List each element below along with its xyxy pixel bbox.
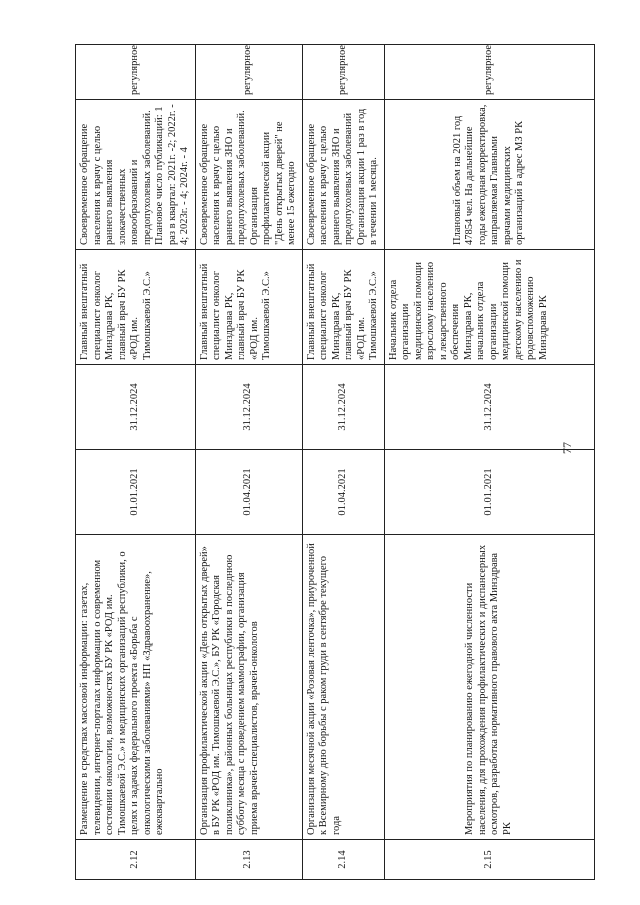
plan-table: [75, 44, 595, 880]
responsible-cell: Главный внештатный специалист онколог Минздрава РК, главный врач БУ РК «РОД им. Тимошкаевой Э.С.»: [195, 250, 302, 365]
result-cell: Плановый объем на 2021 год 47854 чел. На дальнейшие годы ежегодная корректировка, направляемая Главными врачами медицинских организаций в адрес МЗ РК: [384, 100, 594, 250]
periodicity-cell: регулярное: [195, 45, 302, 100]
end-date-cell: 31.12.2024: [195, 365, 302, 450]
page-number: 77: [560, 442, 574, 454]
table-row: [302, 45, 384, 880]
responsible-cell: Главный внештатный специалист онколог Минздрава РК, главный врач БУ РК «РОД им. Тимошкаевой Э.С.»: [76, 250, 196, 365]
end-date-cell: 31.12.2024: [302, 365, 384, 450]
start-date-cell: 01.01.2021: [76, 450, 196, 535]
start-date-cell: 01.01.2021: [384, 450, 594, 535]
rotated-table-wrapper: [75, 45, 570, 880]
start-date-cell: 01.04.2021: [195, 450, 302, 535]
event-cell: Мероприятия по планированию ежегодной численности населения, для прохождения профилактических и диспансерных осмотров, разработка нормативного правового акта Минздрава РК: [384, 535, 594, 840]
start-date-cell: 01.04.2021: [302, 450, 384, 535]
event-cell: Организация профилактической акции «День открытых дверей» в БУ РК «РОД им. Тимошкаевой Э.С.», БУ РК «Городская поликлиника», районных больницах республики в последнюю субботу месяца с проведением маммографии, организация приема врачей-специалистов, врачей-онкологов: [195, 535, 302, 840]
row-number: 2.13: [195, 840, 302, 880]
table-row: [76, 45, 196, 880]
end-date-cell: 31.12.2024: [384, 365, 594, 450]
row-number: 2.14: [302, 840, 384, 880]
responsible-cell: Начальник отдела организации медицинской помощи взрослому населению и лекарственного обеспечения Минздрава РК, начальник отдела организации медицинской помощи детскому населению и родовспоможению Минздрава РК: [384, 250, 594, 365]
row-number: 2.12: [76, 840, 196, 880]
result-cell: Своевременное обращение населения к врачу с целью раннего выявления ЗНО и предопухолевых заболеваний. Организация профилактической акции "День открытых дверей" не менее 15 ежегодно: [195, 100, 302, 250]
event-cell: Размещение в средствах массовой информации: газетах, телевидении, интернет-порталах информации о современном состоянии онкологии, возможностях БУ РК «РОД им. Тимошкаевой Э.С.» и медицинских организаций республики, о целях и задачах федерального проекта «Борьба с онкологическими заболеваниями» НП «Здравоохранение», ежеквартально: [76, 535, 196, 840]
responsible-cell: Главный внештатный специалист онколог Минздрава РК, главный врач БУ РК «РОД им. Тимошкаевой Э.С.»: [302, 250, 384, 365]
periodicity-cell: регулярное: [302, 45, 384, 100]
periodicity-cell: регулярное: [384, 45, 594, 100]
result-cell: Своевременное обращение населения к врачу с целью раннего выявления ЗНО и предопухолевых заболеваний Организация акции 1 раз в год в течении 1 месяца.: [302, 100, 384, 250]
table-row: [195, 45, 302, 880]
event-cell: Организация месячной акции «Розовая ленточка», приуроченной к Всемирному дню борьбы с раком груди в сентябре текущего года: [302, 535, 384, 840]
end-date-cell: 31.12.2024: [76, 365, 196, 450]
row-number: 2.15: [384, 840, 594, 880]
table-row: [384, 45, 594, 880]
periodicity-cell: регулярное: [76, 45, 196, 100]
result-cell: Своевременное обращение населения к врачу с целью раннего выявления злокачественных новообразований и предопухолевых заболеваний. Плановое число публикаций: 1 раз в квартал: 2021г. -2; 2022г. - 4; 2023г. - 4; 2024г. - 4: [76, 100, 196, 250]
